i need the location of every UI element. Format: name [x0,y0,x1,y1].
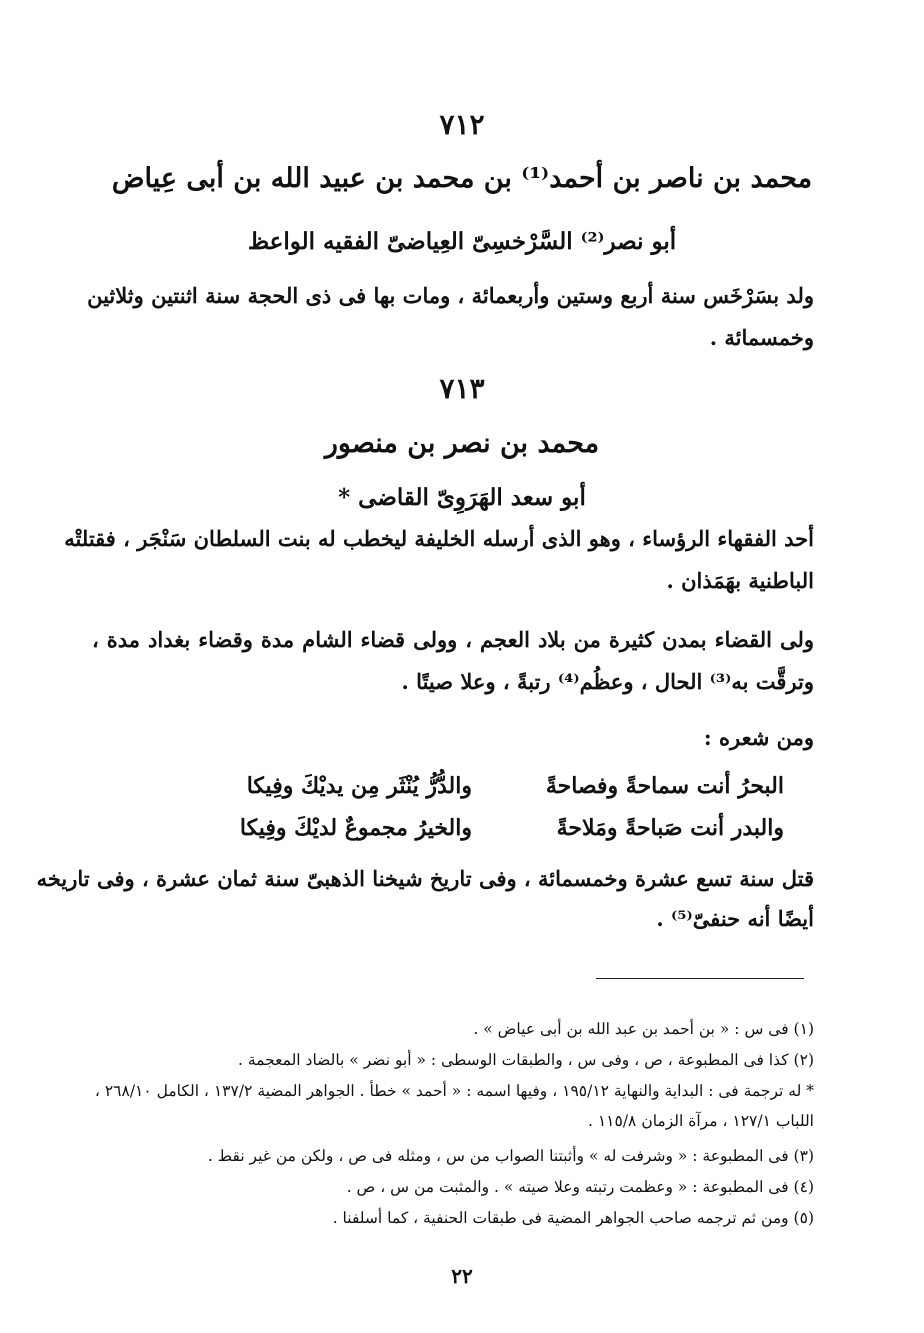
entry-712-text-line-1: ولد بسَرْخَس سنة أربع وستين وأربعمائة ، ومات بها فى ذى الحجة سنة اثنتين وثلاثين [87,283,814,308]
footnote-star-line-1: * له ترجمة فى : البداية والنهاية ١٩٥/١٢ ، وفيها اسمه : « أحمد » خطأ . الجواهر المضية ١٣٧/٢ ، الكامل ٢٦٨/١٠ ، [94,1082,814,1100]
poetry-intro: ومن شعره : [703,725,814,750]
entry-713-para3-line-1: قتل سنة تسع عشرة وخمسمائة ، وفى تاريخ شيخنا الذهبىّ سنة ثمان عشرة ، وفى تاريخه [36,866,814,891]
entry-713-name: محمد بن نصر بن منصور [324,428,600,459]
verse-1-second-hemistich: والدُّرُّ يُنْثَر مِن يديْكَ وفِيكا [246,773,472,799]
footnote-2: (٢) كذا فى المطبوعة ، ص ، وفى س ، والطبقات الوسطى : « أبو نضر » بالضاد المعجمة . [238,1051,814,1069]
entry-712-text-line-2: وخمسمائة . [709,325,814,350]
footnote-1: (١) فى س : « بن أحمد بن عبد الله بن أبى عياض » . [473,1020,814,1038]
entry-713-para2-line-1: ولى القضاء بمدن كثيرة من بلاد العجم ، وولى قضاء الشام مدة وقضاء بغداد مدة ، [92,627,814,652]
footnote-4: (٤) فى المطبوعة : « وعظمت رتبته وعلا صيته » . والمثبت من س ، ص . [346,1178,814,1196]
page-number: ٢٢ [451,1264,473,1288]
entry-713-para2-line-2: وترقَّت به⁽³⁾ الحال ، وعظُم⁽⁴⁾ رتبةً ، وعلا صيتًا . [401,669,814,694]
entry-713-para1-line-1: أحد الفقهاء الرؤساء ، وهو الذى أرسله الخليفة ليخطب له بنت السلطان سَنْجَر ، فقتلتْه [64,526,814,551]
footnote-5: (٥) ومن ثم ترجمه صاحب الجواهر المضية فى طبقات الحنفية ، كما أسلفنا . [332,1209,814,1227]
verse-2-second-hemistich: والخيرُ مجموعٌ لديْكَ وفِيكا [239,815,472,841]
entry-713-kunya: أبو سعد الهَرَوِىّ القاضى * [338,484,586,511]
entry-712-kunya: أبو نصر⁽²⁾ السَّرْخسِىّ العِياضىّ الفقيه الواعظ [247,228,677,255]
entry-712-name: محمد بن ناصر بن أحمد⁽¹⁾ بن محمد بن عبيد الله بن أبى عِياض [111,163,813,194]
footnote-separator [596,978,804,979]
entry-713-para1-line-2: الباطنية بهَمَذان . [666,568,814,593]
verse-1-first-hemistich: البحرُ أنت سماحةً وفصاحةً [545,773,784,799]
footnote-star-line-2: اللباب ١٢٧/١ ، مرآة الزمان ١١٥/٨ . [588,1112,814,1130]
entry-713-para3-line-2: أيضًا أنه حنفىّ⁽⁵⁾ . [656,906,814,931]
verse-2-first-hemistich: والبدر أنت صَباحةً ومَلاحةً [556,815,784,841]
footnote-3: (٣) فى المطبوعة : « وشرفت له » وأثبتنا الصواب من س ، ومثله فى ص ، ولكن من غير نقط . [207,1147,814,1165]
entry-number-712: ٧١٢ [439,108,485,141]
entry-number-713: ٧١٣ [439,372,485,405]
